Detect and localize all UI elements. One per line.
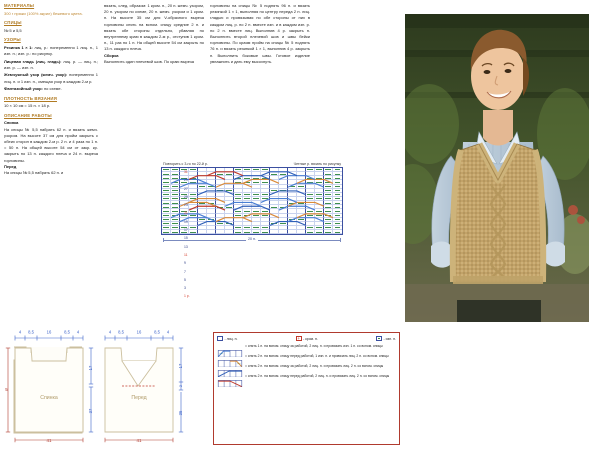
pattern-fantasy-name: Фантазийный узор: xyxy=(4,86,43,92)
front-upper-height: 17 xyxy=(178,363,183,369)
needles-heading: СПИЦЫ xyxy=(4,20,22,26)
back-upper-height: 17 xyxy=(88,365,93,371)
back-bottom-width: 41 xyxy=(46,438,52,443)
chart-row-number: 11 xyxy=(184,252,188,257)
product-photo xyxy=(405,14,589,322)
chart-cell xyxy=(297,230,306,234)
chart-row-number: 21 xyxy=(184,211,188,216)
legend-cable-2-text: = снять 2 п. на вспом. спицу перед работой, 1 изн. п. и провязать лиц. 2 п. со вспом. спицы xyxy=(245,354,389,359)
chart-caption-right: Четные р. вязать по рисунку xyxy=(293,162,341,166)
chart-cell xyxy=(270,230,279,234)
chart-row-number: 1 р. xyxy=(184,294,190,299)
legend-cable-row-1 xyxy=(217,344,396,352)
chart-row-number: 31 xyxy=(184,170,188,174)
chart-cell xyxy=(333,230,342,234)
pattern-seed-name: Жемчужный узор (жемч. узор): xyxy=(4,72,68,78)
pattern-rib xyxy=(4,45,98,57)
chart-row-number: 15 xyxy=(184,236,188,241)
legend-cable-row-4 xyxy=(217,374,396,382)
chart-row-number: 9 xyxy=(184,261,186,266)
chart-cell xyxy=(252,230,261,234)
column-2-text: вязать, след. образом: 1 кром. п., 20 п. жемч. узором, 20 п. узором по схеме, 20 п. жемч. узором и 1 кром. п. На высоте 35 см для V-образного выреза горловины снять на вспом. спицу средние 2 п. и вязать обе стороны отдельно, убавляя по внутреннему краю в каждом 2-м р., отступив 1 кром. п., 11 раз по 1 п. На общей высоте 54 см закрыть по 13 п. каждого плеча. xyxy=(104,3,204,52)
front-mid-height: 2 xyxy=(178,384,183,388)
legend-cable-4-text: = снять 2 п. на вспом. спицу перед работой, 2 лиц. п. и провязать лиц. 2 п. со вспом. спицы xyxy=(245,374,390,379)
knit-stitch-icon xyxy=(217,336,223,341)
legend-cable-row-2 xyxy=(217,354,396,362)
front-dim-85a: 8,5 xyxy=(118,329,124,335)
front-lower-height: 35 xyxy=(178,410,183,416)
legend-cable-3-text: = снять 2 п. на вспом. спицу за работой, 2 лиц. п. и провязать лиц. 2 п. со вспом. спицы xyxy=(245,364,384,369)
pattern-fantasy xyxy=(4,86,98,92)
chart-cell xyxy=(306,230,315,234)
density-heading: ПЛОТНОСТЬ ВЯЗАНИЯ xyxy=(4,95,57,101)
chart-width-label: 20 п. xyxy=(248,236,256,241)
materials-text: 300 г пряжи (100% акрил) бежевого цвета. xyxy=(4,10,83,16)
legend-knit xyxy=(217,336,237,341)
cable-2-icon xyxy=(217,354,243,362)
chart-legend xyxy=(213,332,400,445)
back-piece-name: Спинка xyxy=(4,120,19,126)
chart-cell xyxy=(216,230,225,234)
back-lower-height: 37 xyxy=(88,408,93,414)
needles-block xyxy=(4,20,98,34)
chart-row-number: 25 xyxy=(184,194,188,199)
chart-row-number: 13 xyxy=(184,244,188,249)
cable-1-icon xyxy=(217,344,243,352)
back-piece-text: На спицы № 5,5 набрать 62 п. и вязать жемч. узором. На высоте 37 см для пройм закрыть с обеих сторон в каждом 2-м р. 2 п. и 4 раза по 1 п. = 50 п. На общей высоте 54 см от закр. кр. закрыть по 13 п. каждого плеча и 24 п. выреза горловины. xyxy=(4,126,98,163)
chart-row-number: 3 xyxy=(184,286,186,291)
front-dim-85b: 8,5 xyxy=(154,329,160,335)
back-dim-4b: 4 xyxy=(76,329,80,335)
column-3 xyxy=(210,3,310,163)
front-dim-4b: 4 xyxy=(166,329,170,335)
chart-cell xyxy=(162,230,171,234)
front-piece-name: Перед xyxy=(4,163,17,169)
work-description-block xyxy=(4,113,98,176)
front-dim-16: 16 xyxy=(136,329,142,335)
chart-row-number: 5 xyxy=(184,277,186,282)
needles-text: № 5 и 5,5 xyxy=(4,27,22,33)
density-block xyxy=(4,96,98,110)
front-dim-4a: 4 xyxy=(108,329,112,335)
legend-edge-label: - кром. п. xyxy=(303,336,318,341)
back-dim-4a: 4 xyxy=(18,329,22,335)
front-piece-text: На спицы № 5,5 набрать 62 п. и xyxy=(4,169,64,175)
schematic-front-label: Перед xyxy=(131,395,147,401)
column-1 xyxy=(4,3,98,175)
legend-edge xyxy=(296,336,318,341)
chart-cell xyxy=(207,230,216,234)
chart-cell xyxy=(171,230,180,234)
chart-cell xyxy=(324,230,333,234)
edge-stitch-icon xyxy=(296,336,302,341)
chart-row-number: 17 xyxy=(184,228,188,233)
chart-cell xyxy=(288,230,297,234)
legend-purl xyxy=(376,336,396,341)
chart-caption-left: Повторить с 3-го по 22-й р. xyxy=(163,162,208,166)
work-heading: ОПИСАНИЕ РАБОТЫ xyxy=(4,112,52,118)
chart-row-number: 27 xyxy=(184,186,188,191)
legend-knit-label: - лиц. п. xyxy=(224,336,238,341)
garment-schematic xyxy=(4,325,204,445)
chart-cell xyxy=(198,230,207,234)
photo-svg xyxy=(405,14,589,322)
chart-cell xyxy=(243,230,252,234)
column-3-text: горловины на спицы № 5 поднять 96 п. и вязать резинкой 1 × 1, выполняя по центру переда 2 п. лиц. гладью и провязывая по обе стороны от них в каждом лиц. р. по 2 п. вместе изн. и в каждом изн. р. по 2 п. вместе лиц. Выполнив 4 р. закрыть п. Выполнить второй плечевой шов и швы бейки горловины. По краям пройм на спицы № 5 поднять 76 п. и вязать резинкой 1 × 1, выполнив 4 р. закрыть п. Выполнить боковые швы. Готовое изделие увлажнить и дать ему высохнуть. xyxy=(210,3,310,64)
patterns-block xyxy=(4,37,98,92)
assembly-text: Выполнить один плечевой шов. По краю выреза xyxy=(104,58,194,64)
chart-row-numbers xyxy=(184,168,198,301)
legend-basic-symbols xyxy=(217,336,396,341)
patterns-heading: УЗОРЫ xyxy=(4,37,21,43)
chart-captions xyxy=(161,162,343,166)
chart-cell xyxy=(225,230,234,234)
pattern-seed xyxy=(4,72,98,84)
chart-row-number: 29 xyxy=(184,178,188,183)
chart-cell xyxy=(279,230,288,234)
legend-cable-row-3 xyxy=(217,364,396,372)
materials-heading: МАТЕРИАЛЫ xyxy=(4,3,35,8)
pattern-stockinette xyxy=(4,59,98,71)
back-dim-16: 16 xyxy=(46,329,52,335)
schematic-back-label: Спинка xyxy=(40,395,58,401)
chart-cell xyxy=(261,230,270,234)
chart-row-number: 7 xyxy=(184,269,186,274)
pattern-rib-name: Резинка 1 × 1: xyxy=(4,44,33,50)
density-text: 10 × 10 см = 15 п. × 18 р. xyxy=(4,103,51,109)
column-2 xyxy=(104,3,204,163)
cable-4-icon xyxy=(217,374,243,382)
front-bottom-width: 41 xyxy=(136,438,142,443)
pattern-rib-text: лиц. р.: попеременно 1 лиц. п., 1 изн. п.; изн. р.: по рисунку. xyxy=(4,44,98,56)
chart-cell xyxy=(234,230,243,234)
back-total-height: 5 xyxy=(5,387,8,392)
purl-stitch-icon xyxy=(376,336,382,341)
chart-row-number: 19 xyxy=(184,219,188,224)
legend-cable-1-text: = снять 1 п. на вспом. спицу за работой, 2 лиц. п. и провязать изн. 1 п. со вспом. спицы xyxy=(245,344,383,348)
chart-cell xyxy=(315,230,324,234)
assembly-name: Сборка xyxy=(104,52,119,58)
chart-row-number: 23 xyxy=(184,203,188,208)
pattern-fantasy-text: по схеме. xyxy=(44,86,62,92)
schematic-svg xyxy=(4,325,204,445)
cable-3-icon xyxy=(217,364,243,372)
pattern-stockinette-text: лиц. р. — лиц. п.; изн. р. — изн. п. xyxy=(4,58,98,70)
back-dim-85a: 8,5 xyxy=(28,329,34,335)
cable-4-svg xyxy=(217,380,243,388)
back-dim-85b: 8,5 xyxy=(64,329,70,335)
pattern-seed-text: попеременно 1 лиц. п. и 1 изн. п., смещая узор в каждом 2-м р. xyxy=(4,72,98,84)
pattern-stockinette-name: Лицевая гладь (лиц. гладь): xyxy=(4,58,62,64)
materials-block xyxy=(4,3,98,17)
legend-purl-label: - изн. п. xyxy=(383,336,396,341)
